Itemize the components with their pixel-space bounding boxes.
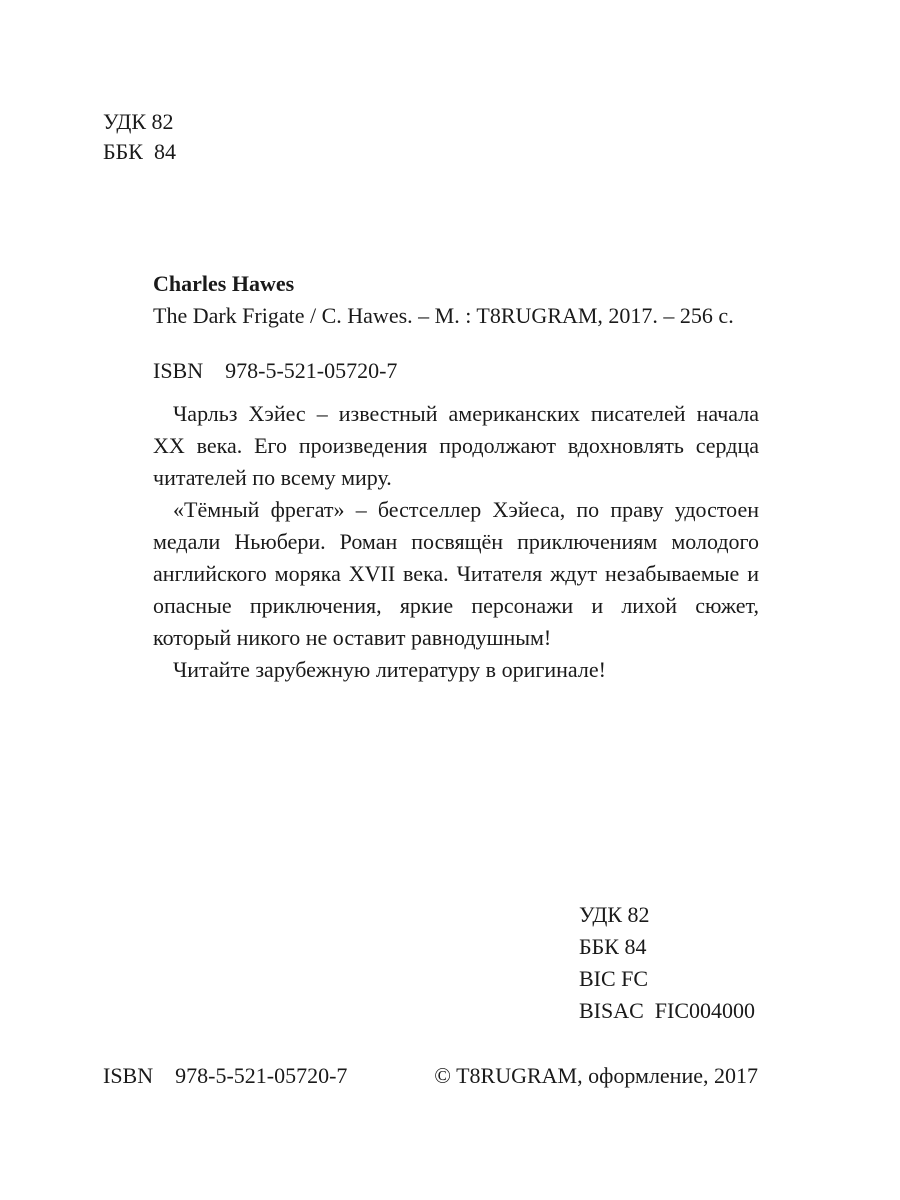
annotation-paragraph-3: Читайте зарубежную литературу в оригинале!: [173, 657, 606, 682]
author-name: Charles Hawes: [153, 271, 295, 296]
bic-code: BIC FC: [579, 966, 649, 991]
catalog-record: [153, 268, 763, 387]
annotation-paragraph-2: «Тёмный фрегат» – бестселлер Хэйеса, по праву удостоен медали Ньюбери. Роман посвящён приключениям молодого английского моряка XVII века. Читателя ждут незабываемые и опасные приключения, яркие персонажи и лихой сюжет, который никого не оставит равнодушным!: [153, 497, 759, 650]
udk-code: УДК 82: [579, 902, 650, 927]
udk-code: УДК 82: [103, 109, 174, 134]
classification-codes: [579, 899, 755, 1027]
copyright-notice: © T8RUGRAM, оформление, 2017: [434, 1063, 758, 1088]
bbk-code: ББК 84: [103, 139, 176, 164]
annotation-paragraph-1: Чарльз Хэйес – известный американских писателей начала ХХ века. Его произведения продолжают вдохновлять сердца читателей по всему миру.: [153, 401, 759, 490]
top-classification-codes: [103, 107, 176, 167]
bbk-code: ББК 84: [579, 934, 647, 959]
catalog-isbn: ISBN 978-5-521-05720-7: [153, 358, 398, 383]
annotation: [153, 398, 759, 686]
bisac-code: BISAC FIC004000: [579, 998, 756, 1023]
bibliographic-description: The Dark Frigate / C. Hawes. – M. : T8RUGRAM, 2017. – 256 с.: [153, 303, 734, 328]
footer-isbn: ISBN 978-5-521-05720-7: [103, 1063, 348, 1088]
